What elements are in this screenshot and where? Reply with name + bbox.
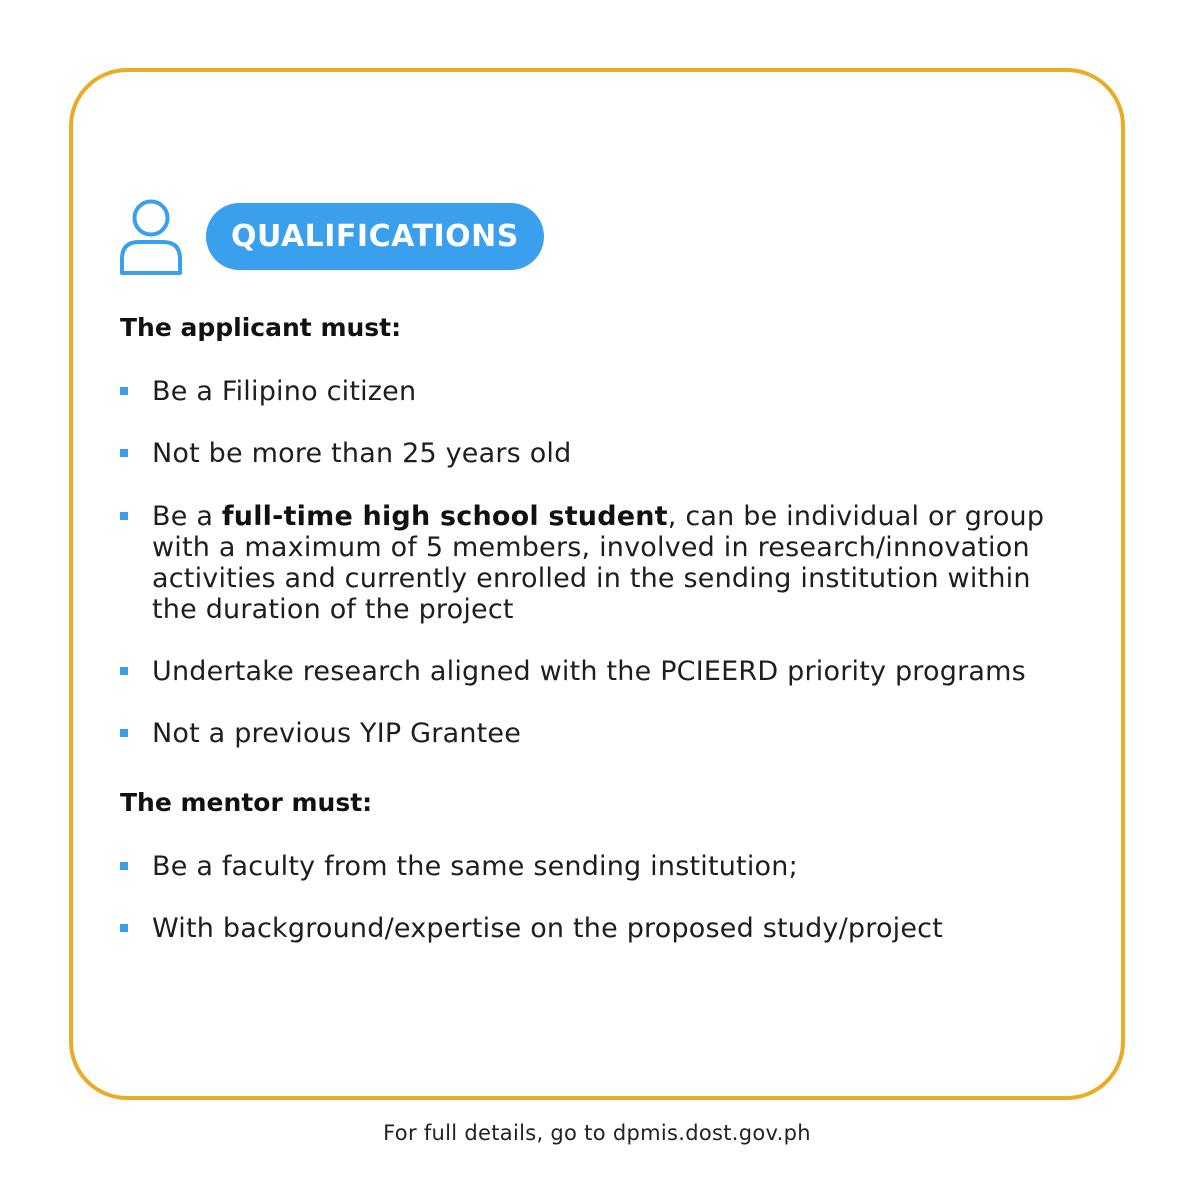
list-item-text-rest: , can be individual or group xyxy=(667,501,1045,532)
list-item-text-line3: activities and currently enrolled in the sending institution within xyxy=(152,563,1031,594)
emphasis-full-time-student: full-time high school student xyxy=(221,501,668,532)
list-item-text: Be a Filipino citizen xyxy=(152,376,417,407)
list-item-text-prefix: Be a xyxy=(152,501,222,532)
list-item-text-line2: with a maximum of 5 members, involved in research/innovation xyxy=(152,532,1030,563)
mentor-heading: The mentor must: xyxy=(120,788,373,817)
list-item-text xyxy=(152,501,1044,625)
footer-note: For full details, go to dpmis.dost.gov.ph xyxy=(383,1121,811,1145)
bullet-icon xyxy=(120,387,128,395)
list-item-text: Be a faculty from the same sending institution; xyxy=(152,851,798,882)
bullet-icon xyxy=(120,667,128,675)
bullet-icon xyxy=(120,924,128,932)
bullet-icon xyxy=(120,512,128,520)
qualifications-badge: QUALIFICATIONS xyxy=(206,203,544,270)
list-item-text: Undertake research aligned with the PCIEERD priority programs xyxy=(152,656,1026,687)
person-icon xyxy=(118,198,184,276)
bullet-icon xyxy=(120,862,128,870)
list-item-text-line4: the duration of the project xyxy=(152,594,514,625)
list-item-text: With background/expertise on the proposed study/project xyxy=(152,913,944,944)
list-item-text: Not a previous YIP Grantee xyxy=(152,718,522,749)
bullet-icon xyxy=(120,729,128,737)
bullet-icon xyxy=(120,449,128,457)
list-item-text: Not be more than 25 years old xyxy=(152,438,572,469)
applicant-heading: The applicant must: xyxy=(120,313,402,342)
